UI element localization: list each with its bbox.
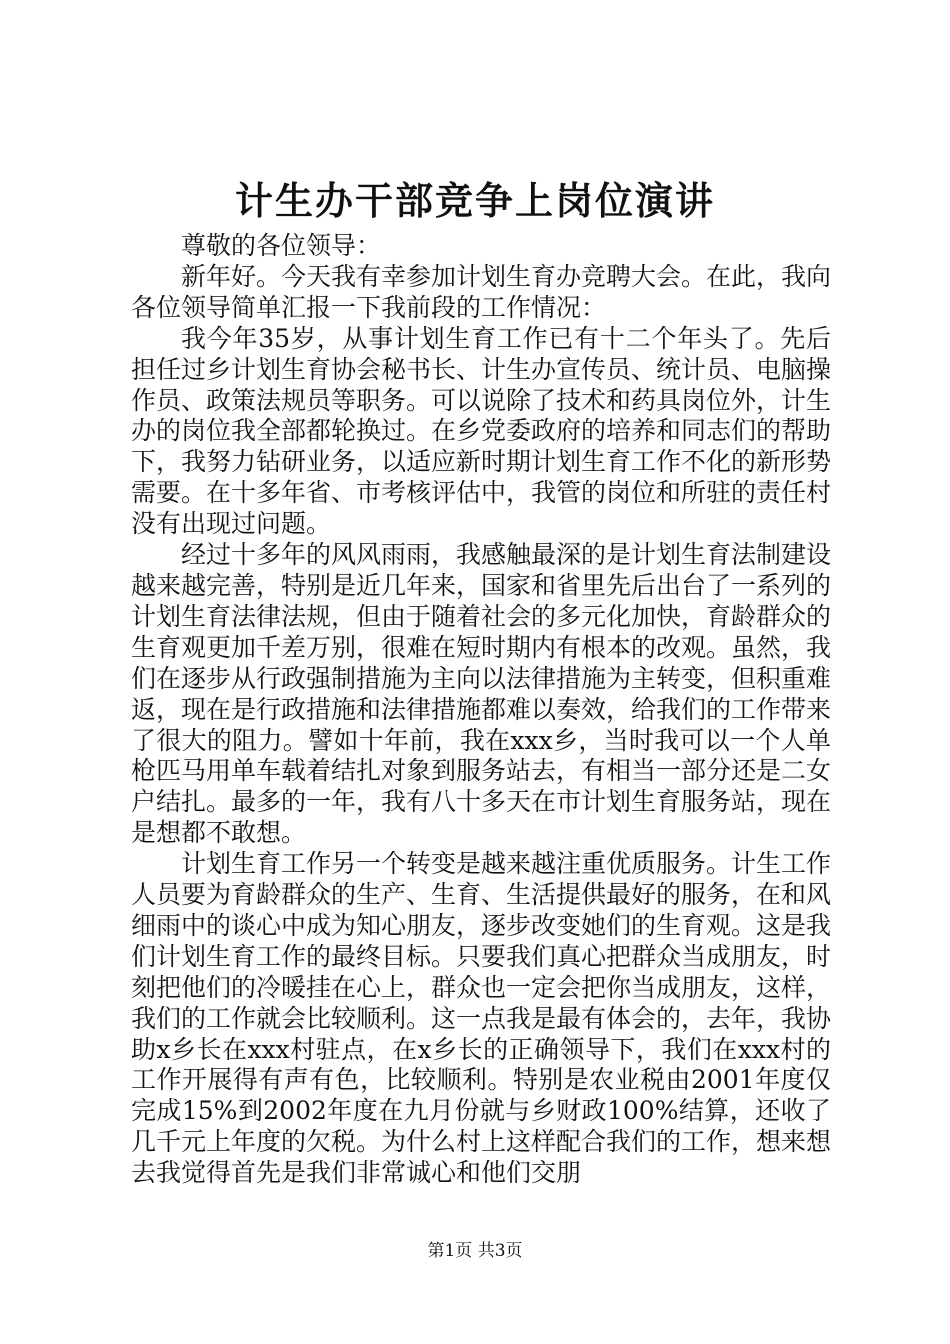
document-body — [131, 231, 831, 1189]
page-title: 计生办干部竞争上岗位演讲 — [234, 178, 715, 223]
experience-paragraph: 我今年35岁，从事计划生育工作已有十二个年头了。先后担任过乡计划生育协会秘书长、计生办宣传员、统计员、电脑操作员、政策法规员等职务。可以说除了技术和药具岗位外，计生办的岗位我全部都轮换过。在乡党委政府的培养和同志们的帮助下，我努力钻研业务，以适应新时期计划生育工作不化的新形势需要。在十多年省、市考核评估中，我管的岗位和所驻的责任村没有出现过问题。 — [131, 323, 832, 539]
salutation-paragraph: 尊敬的各位领导： — [181, 231, 382, 260]
legal-change-paragraph: 经过十多年的风风雨雨，我感触最深的是计划生育法制建设越来越完善，特别是近几年来，国家和省里先后出台了一系列的计划生育法律法规，但由于随着社会的多元化加快，育龄群众的生育观更加千差万别，很难在短时期内有根本的改观。虽然，我们在逐步从行政强制措施为主向以法律措施为主转变，但积重难返，现在是行政措施和法律措施都难以奏效，给我们的工作带来了很大的阻力。譬如十年前，我在xxx乡，当时我可以一个人单枪匹马用单车载着结扎对象到服务站去，有相当一部分还是二女户结扎。最多的一年，我有八十多天在市计划生育服务站，现在是想都不敢想。 — [131, 540, 832, 848]
greeting-paragraph: 新年好。今天我有幸参加计划生育办竞聘大会。在此，我向各位领导简单汇报一下我前段的工作情况： — [131, 261, 832, 322]
page-number-footer: 第1页 共3页 — [427, 1241, 523, 1261]
service-change-paragraph: 计划生育工作另一个转变是越来越注重优质服务。计生工作人员要为育龄群众的生产、生育、生活提供最好的服务，在和风细雨中的谈心中成为知心朋友，逐步改变她们的生育观。这是我们计划生育工作的最终目标。只要我们真心把群众当成朋友，时刻把他们的冷暖挂在心上，群众也一定会把你当成朋友，这样，我们的工作就会比较顺利。这一点我是最有体会的，去年，我协助x乡长在xxx村驻点，在x乡长的正确领导下，我们在xxx村的工作开展得有声有色，比较顺利。特别是农业税由2001年度仅完成15%到2002年度在九月份就与乡财政100%结算，还收了几千元上年度的欠税。为什么村上这样配合我们的工作，想来想去我觉得首先是我们非常诚心和他们交朋 — [131, 849, 832, 1188]
